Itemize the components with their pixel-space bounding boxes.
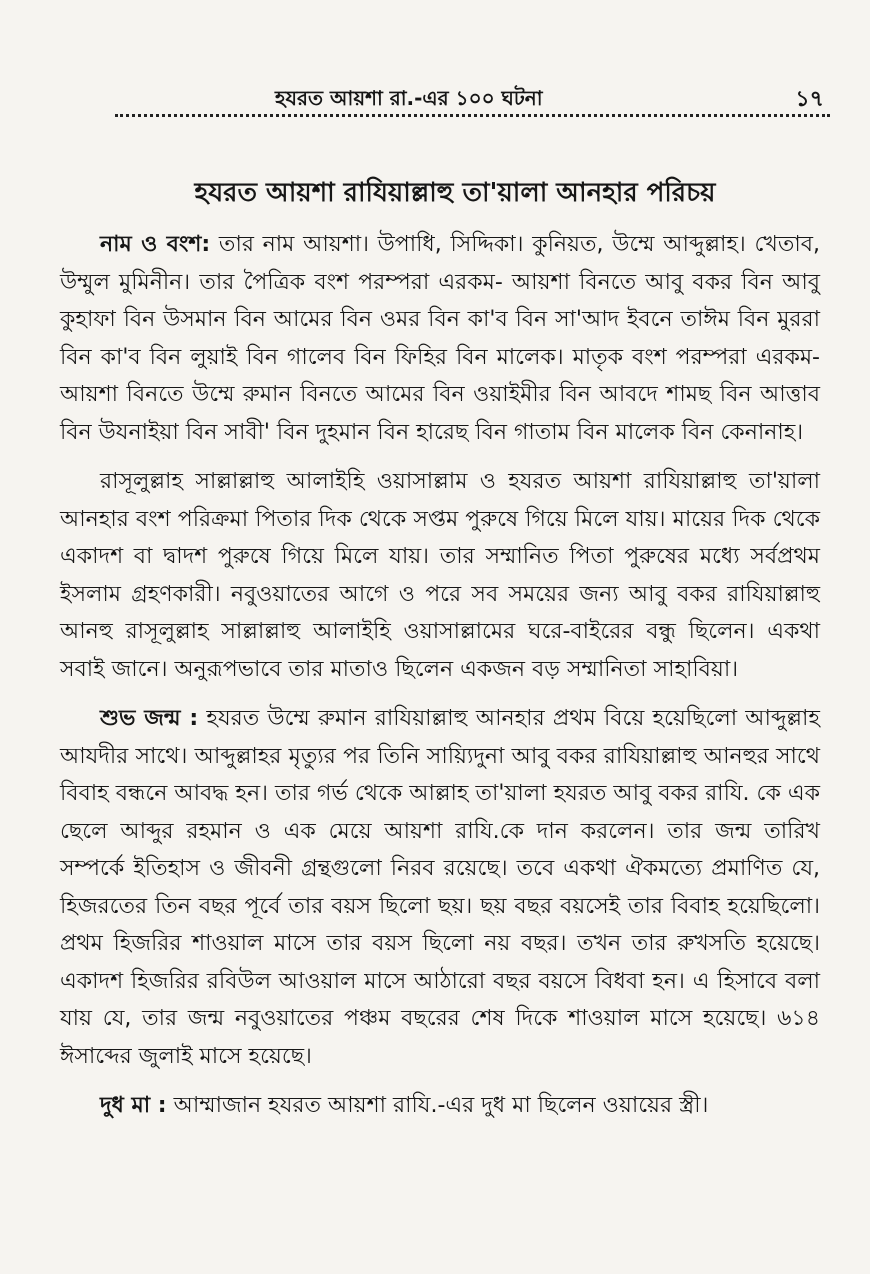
- paragraph-lineage-connection: [60, 463, 820, 688]
- paragraph-foster-mother: [60, 1087, 820, 1125]
- paragraph-name-lineage: [60, 226, 820, 451]
- body-text: [60, 226, 820, 1131]
- paragraph-text: তার নাম আয়শা। উপাধি, সিদ্দিকা। কুনিয়ত, উম্মে আব্দুল্লাহ। খেতাব, উম্মুল মুমিনীন। তার পৈত্রিক বংশ পরম্পরা এরকম- আয়শা বিনতে আবু বকর বিন আবু কুহাফা বিন উসমান বিন আমের বিন ওমর বিন কা'ব বিন সা'আদ ইবনে তাঈম বিন মুররা বিন কা'ব বিন লুয়াই বিন গালেব বিন ফিহির বিন মালেক। মাতৃক বংশ পরম্পরা এরকম- আয়শা বিনতে উম্মে রুমান বিনতে আমের বিন ওয়াইমীর বিন আবদে শামছ বিন আত্তাব বিন উযনাইয়া বিন সাবী' বিন দুহমান বিন হারেছ বিন গাতাম বিন মালেক বিন কেনানাহ।: [60, 232, 820, 445]
- page-number: ১৭: [795, 87, 824, 112]
- paragraph-text: হযরত উম্মে রুমান রাযিয়াল্লাহু আনহার প্রথম বিয়ে হয়েছিলো আব্দুল্লাহ আযদীর সাথে। আব্দুল্লাহর মৃত্যুর পর তিনি সায়্যিদুনা আবু বকর রাযিয়াল্লাহু আনহুর সাথে বিবাহ বন্ধনে আবদ্ধ হন। তার গর্ভ থেকে আল্লাহ তা'য়ালা হযরত আবু বকর রাযি. কে এক ছেলে আব্দুর রহমান ও এক মেয়ে আয়শা রাযি.কে দান করলেন। তার জন্ম তারিখ সম্পর্কে ইতিহাস ও জীবনী গ্রন্থগুলো নিরব রয়েছে। তবে একথা ঐকমত্যে প্রমাণিত যে, হিজরতের তিন বছর পূর্বে তার বয়স ছিলো ছয়। ছয় বছর বয়সেই তার বিবাহ হয়েছিলো। প্রথম হিজরির শাওয়াল মাসে তার বয়স ছিলো নয় বছর। তখন তার রুখসতি হয়েছে। একাদশ হিজরির রবিউল আওয়াল মাসে আঠারো বছর বয়সে বিধবা হন। এ হিসাবে বলা যায় যে, তার জন্ম নবুওয়াতের পঞ্চম বছরের শেষ দিকে শাওয়াল মাসে হয়েছে। ৬১৪ ঈসাব্দের জুলাই মাসে হয়েছে।: [60, 706, 820, 1069]
- paragraph-text: আম্মাজান হযরত আয়শা রাযি.-এর দুধ মা ছিলেন ওয়ায়ের স্ত্রী।: [166, 1093, 709, 1118]
- section-lead-name-lineage: নাম ও বংশ:: [100, 232, 211, 257]
- chapter-title: হযরত আয়শা রাযিয়াল্লাহু তা'য়ালা আনহার পরিচয়: [194, 178, 716, 208]
- dotted-divider: [115, 114, 830, 117]
- section-lead-foster-mother: দুধ মা :: [100, 1093, 167, 1118]
- section-lead-birth: শুভ জন্ম :: [100, 706, 199, 731]
- running-header: [115, 80, 830, 116]
- paragraph-text: রাসূলুল্লাহ সাল্লাল্লাহু আলাইহি ওয়াসাল্লাম ও হযরত আয়শা রাযিয়াল্লাহু তা'য়ালা আনহার বংশ পরিক্রমা পিতার দিক থেকে সপ্তম পুরুষে গিয়ে মিলে যায়। মায়ের দিক থেকে একাদশ বা দ্বাদশ পুরুষে গিয়ে মিলে যায়। তার সম্মানিত পিতা পুরুষের মধ্যে সর্বপ্রথম ইসলাম গ্রহণকারী। নবুওয়াতের আগে ও পরে সব সময়ের জন্য আবু বকর রাযিয়াল্লাহু আনহু রাসূলুল্লাহ সাল্লাল্লাহু আলাইহি ওয়াসাল্লামের ঘরে-বাইরের বন্ধু ছিলেন। একথা সবাই জানে। অনুরূপভাবে তার মাতাও ছিলেন একজন বড় সম্মানিতা সাহাবিয়া।: [60, 469, 820, 682]
- paragraph-birth: [60, 700, 820, 1075]
- book-title: হযরত আয়শা রা.-এর ১০০ ঘটনা: [275, 86, 543, 110]
